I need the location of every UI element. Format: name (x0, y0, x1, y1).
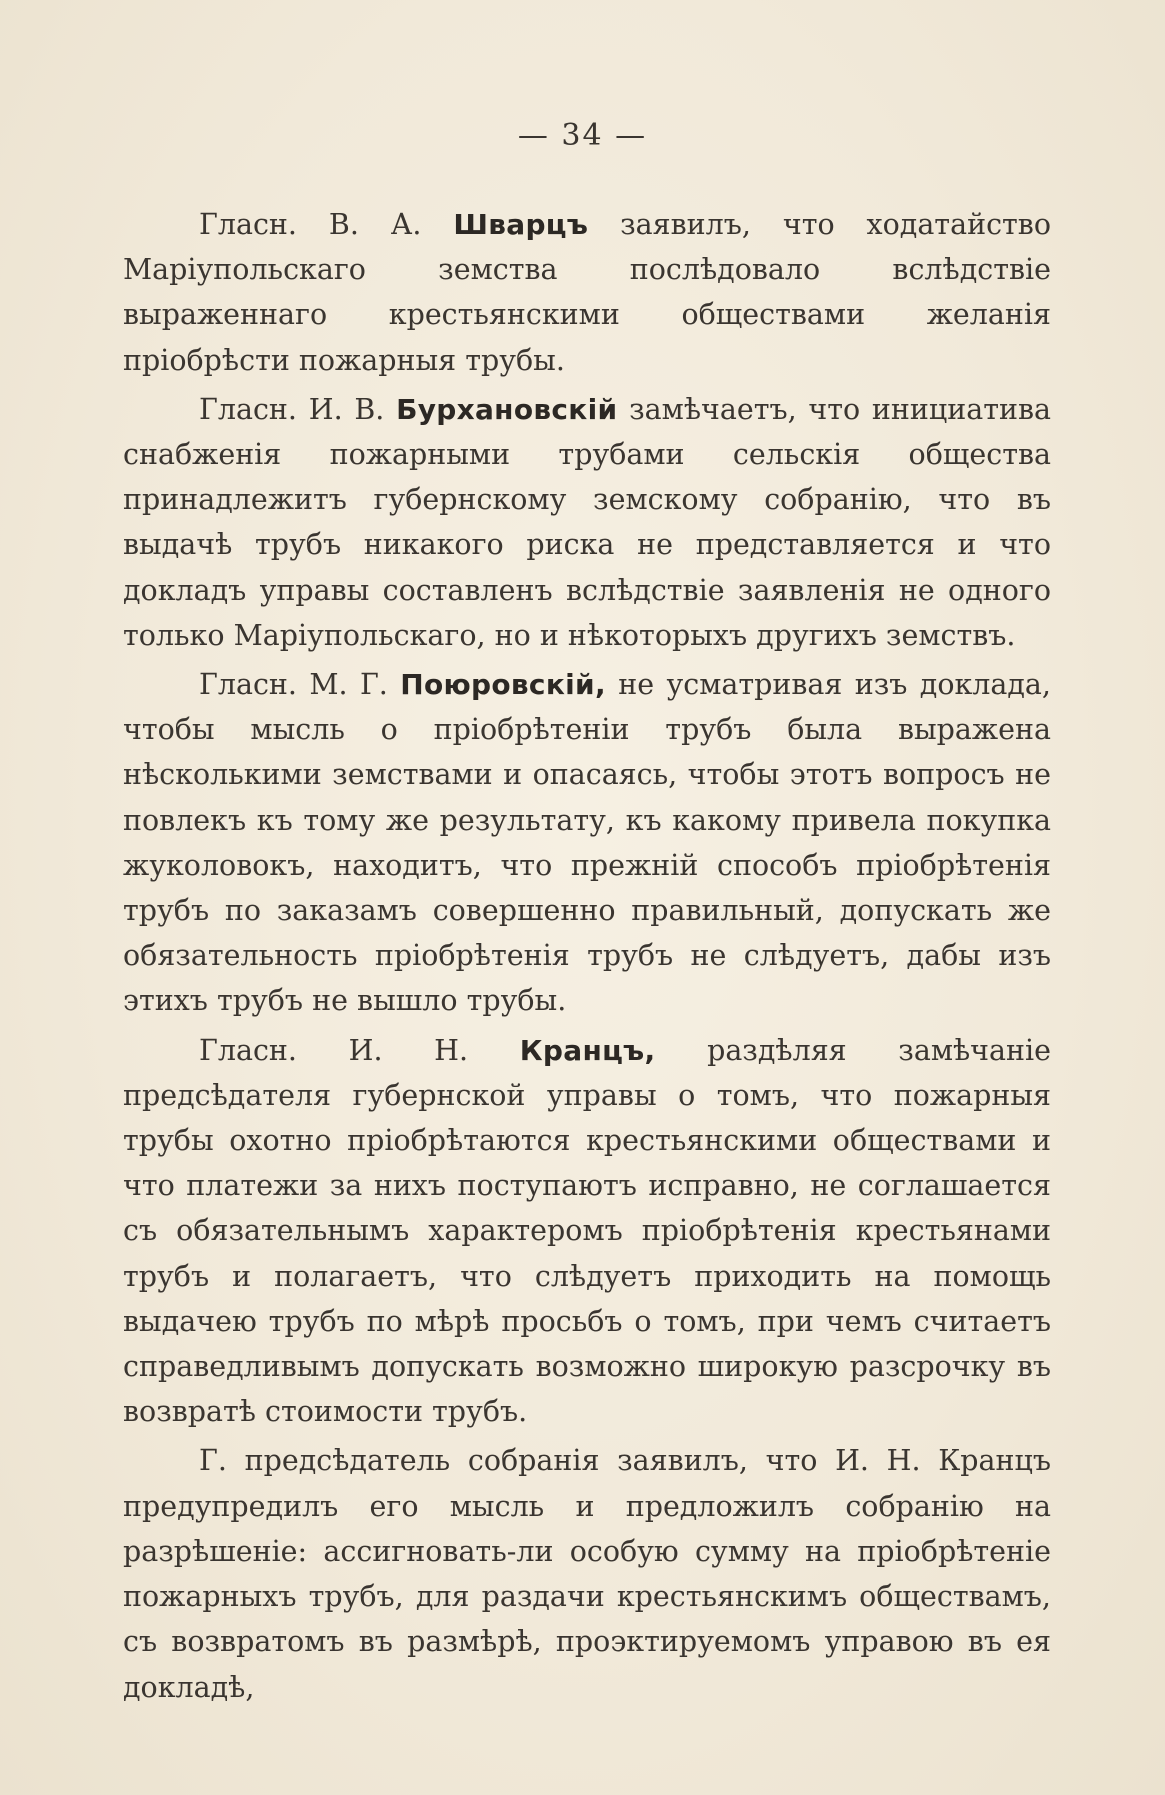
paragraph-prefix: Гласн. И. Н. (199, 1033, 520, 1067)
paragraph-prefix: Гласн. И. В. (199, 392, 397, 426)
speaker-name: Шварцъ (453, 208, 589, 241)
paragraph-text: раздѣляя замѣчаніе предсѣдателя губернской управы о томъ, что пожарныя трубы охотно пріобрѣтаются крестьянскими обществами и что платежи за нихъ поступаютъ исправно, не соглашается съ обязательнымъ характеромъ пріобрѣтенія крестьянами трубъ и полагаетъ, что слѣдуетъ приходить на помощь выдачею трубъ по мѣрѣ просьбъ о томъ, при чемъ считаетъ справедливымъ допускать возможно широкую разсрочку въ возвратѣ стоимости трубъ. (123, 1033, 1051, 1429)
paragraph-shvarts (123, 202, 1051, 383)
paragraph-burkhanovsky (123, 387, 1051, 658)
body-text (123, 202, 1051, 1710)
paragraph-text: не усматривая изъ доклада, чтобы мысль о пріобрѣтеніи трубъ была выражена нѣсколькими земствами и опасаясь, чтобы этотъ вопросъ не повлекъ къ тому же результату, къ какому привела покупка жуколовокъ, находитъ, что прежній способъ пріобрѣтенія трубъ по заказамъ совершенно правильный, допускать же обязательность пріобрѣтенія трубъ не слѣдуетъ, дабы изъ этихъ трубъ не вышло трубы. (123, 668, 1051, 1018)
paragraph-text: Г. предсѣдатель собранія заявилъ, что И. Н. Кранцъ предупредилъ его мысль и предложилъ собранію на разрѣшеніе: ассигновать-ли особую сумму на пріобрѣтеніе пожарныхъ трубъ, для раздачи крестьянскимъ обществамъ, съ возвратомъ въ размѣрѣ, проэктируемомъ управою въ ея докладѣ, (123, 1444, 1051, 1704)
speaker-name: Кранцъ, (519, 1033, 656, 1067)
page-number: — 34 — (517, 118, 648, 153)
paragraph-krants (123, 1028, 1051, 1435)
paragraph-chairman (123, 1438, 1051, 1709)
speaker-name: Бурхановскій (396, 392, 618, 426)
paragraph-poyurovsky (123, 662, 1051, 1024)
paragraph-prefix: Гласн. В. А. (199, 208, 454, 241)
paragraph-text: замѣчаетъ, что инициатива снабженія пожарными трубами сельскія общества принадлежитъ губернскому земскому собранію, что въ выдачѣ трубъ никакого риска не представляется и что докладъ управы составленъ вслѣдствіе заявленія не одного только Маріупольскаго, но и нѣкоторыхъ другихъ земствъ. (123, 392, 1052, 652)
speaker-name: Поюровскій, (400, 668, 606, 702)
paragraph-prefix: Гласн. М. Г. (199, 668, 401, 702)
paragraph-text: заявилъ, что ходатайство Маріупольскаго земства послѣдовало вслѣдствіе выраженнаго крестьянскими обществами желанія пріобрѣсти пожарныя трубы. (123, 208, 1051, 377)
